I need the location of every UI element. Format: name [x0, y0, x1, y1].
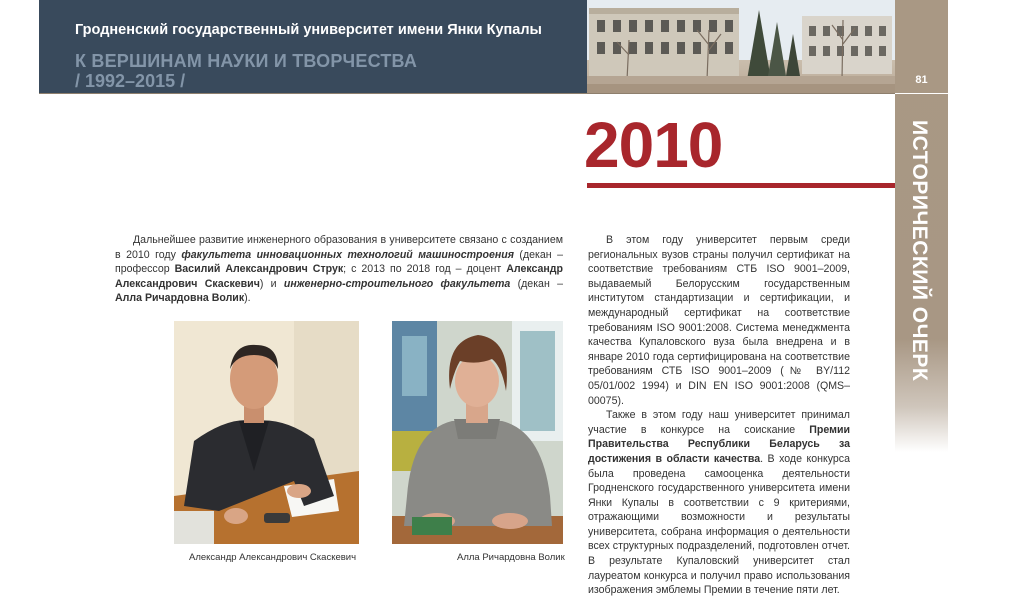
year-underline	[587, 183, 895, 188]
text-run: . В ходе конкурса была проведена самооценка деятельности Гродненского государственного университета имени Янки Купалы в соответствии с 9 критериями, отражающими возможности и результаты университета, собрана информация о деятельности всех структурных подразделений, подготовлен отчет. В результате Купаловский университет стал лауреатом конкурса и получил право использования изображения эмблемы Премии в течение пяти лет.	[588, 452, 850, 597]
section-title: ИСТОРИЧЕСКИЙ ОЧЕРК	[908, 120, 931, 382]
text-run: ) и	[259, 277, 284, 290]
page-number: 81	[915, 74, 928, 86]
faculty-name: факультета инновационных технологий машиностроения	[181, 248, 514, 261]
photo-volik	[392, 321, 563, 544]
person-name: Василий Александрович Струк	[174, 263, 344, 276]
right-column	[588, 233, 850, 598]
university-building-photo	[587, 0, 895, 93]
faculty-name: инженерно-строительного факультета	[283, 277, 511, 290]
left-paragraph	[115, 233, 563, 306]
text-run: ; с 2013 по 2018 год – доцент	[343, 263, 507, 276]
text-run: ).	[244, 292, 251, 305]
photo-skaskevich	[174, 321, 359, 544]
side-band	[895, 0, 948, 452]
award-name: Премии Правительства Республики Беларусь за достижения в области качества	[588, 423, 850, 465]
person-name: Александр Александрович Скаскевич	[115, 263, 564, 290]
text-run: Также в этом году наш университет принимал участие в конкурсе на соискание	[588, 409, 850, 436]
text-run: Дальнейшее развитие инженерного образования в университете связано с созданием в 2010 году	[115, 234, 563, 261]
caption-skaskevich: Александр Александрович Скаскевич	[189, 552, 357, 563]
award-paragraph	[588, 408, 850, 598]
caption-volik: Алла Ричардовна Волик	[457, 552, 565, 563]
university-name: Гродненский государственный университет имени Янки Купалы	[75, 22, 542, 38]
text-run: (декан – профессор	[115, 248, 563, 276]
book-title-line1: К ВЕРШИНАМ НАУКИ И ТВОРЧЕСТВА	[75, 51, 418, 71]
person-name: Алла Ричардовна Волик	[115, 292, 245, 305]
header-rule	[39, 93, 895, 94]
year-heading: 2010	[584, 109, 723, 181]
book-title-line2: / 1992–2015 /	[75, 71, 186, 91]
band-divider	[895, 93, 948, 94]
certification-paragraph: В этом году университет первым среди региональных вузов страны получил сертификат на соответствие требованиям СТБ ISO 9001–2009, выдаваемый Белорусским государственным институтом стандартизации и сертификации, и международный сертификат на соответствие требованиям ISO 9001:2008. Система менеджмента качества Купаловского вуза была внедрена и в январе 2010 года сертифицирована на соответствие требованиям СТБ ISO 9001–2009 (№ BY/112 05/01/002 1994) и DIN EN ISO 9001:2008 (QMS–00075).	[588, 234, 850, 407]
text-run: (декан –	[510, 277, 563, 290]
